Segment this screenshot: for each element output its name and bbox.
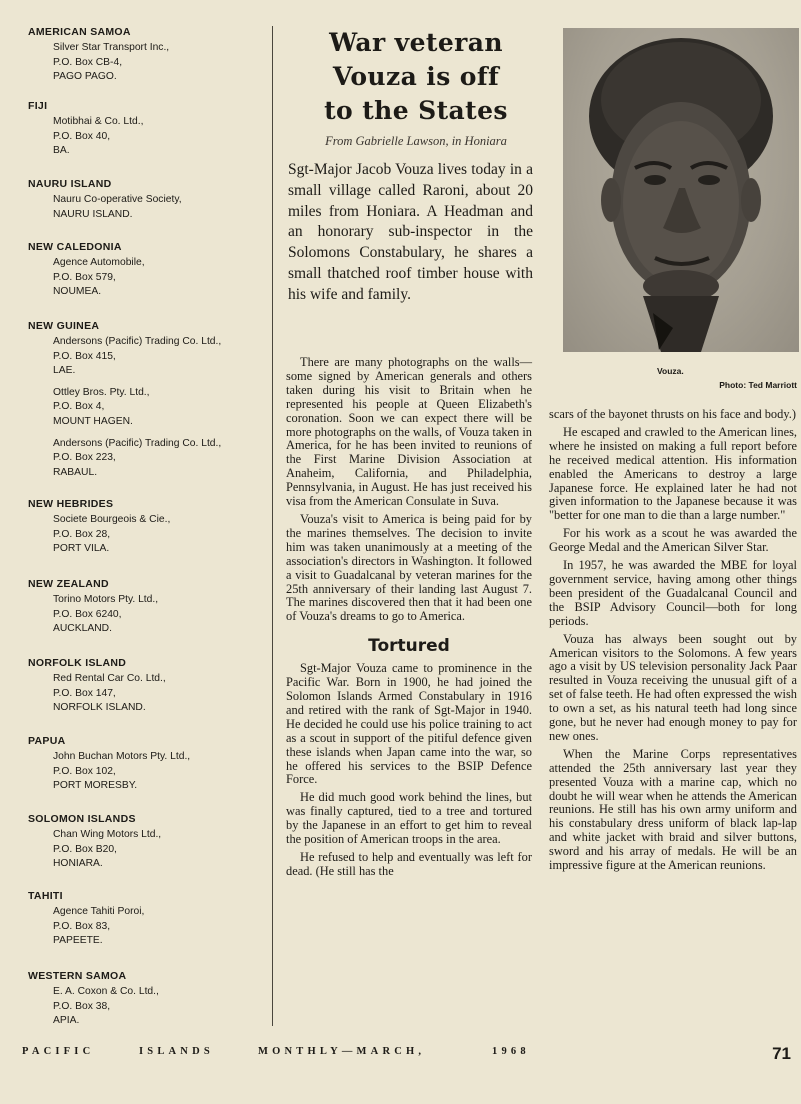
article-headline (282, 26, 550, 128)
agency-group (24, 735, 268, 794)
address-line: Torino Motors Pty. Ltd., (53, 594, 159, 605)
article-body-middle (286, 356, 532, 883)
headline-line: to the States (324, 96, 508, 125)
address-line: LAE. (53, 365, 76, 377)
agency-entry (53, 193, 268, 222)
agency-entry (53, 115, 268, 159)
address-line: NAURU ISLAND. (53, 208, 133, 220)
agency-entry (53, 905, 268, 949)
agency-group (24, 26, 268, 85)
address-line: Motibhai & Co. Ltd., (53, 116, 144, 127)
footer-publication-word: ISLANDS (139, 1046, 214, 1057)
address-line: P.O. Box 28, (53, 528, 111, 540)
article-paragraph: scars of the bayonet thrusts on his face and body.) (549, 407, 796, 421)
footer-year: 1968 (492, 1046, 530, 1057)
address-line: P.O. Box CB-4, (53, 56, 123, 68)
address-line: RABAUL. (53, 466, 98, 478)
address-line: Societe Bourgeois & Cie., (53, 514, 171, 525)
country-heading: PAPUA (28, 735, 66, 747)
address-line: P.O. Box 415, (53, 350, 116, 362)
agency-group (24, 578, 268, 637)
country-heading: NEW HEBRIDES (28, 498, 114, 510)
agency-entry (53, 437, 268, 481)
agency-entry (53, 41, 268, 85)
article-body-right (549, 408, 797, 877)
country-heading: TAHITI (28, 890, 63, 902)
address-line: P.O. Box 223, (53, 452, 116, 464)
address-line: P.O. Box 102, (53, 765, 116, 777)
address-line: Nauru Co-operative Society, (53, 194, 182, 205)
address-line: P.O. Box 4, (53, 401, 105, 413)
address-line: Andersons (Pacific) Trading Co. Ltd., (53, 336, 222, 347)
agency-group (24, 813, 268, 872)
article-paragraph: Vouza's visit to America is being paid for by the marines themselves. The decision to invite him was taken unanimously at a meeting of the association's directors in Washington. It followed a visit to Guadalcanal by veteran marines for the 25th anniversary of their landing last August 7. The marines discovered then that it had been one of Vouza's dreams to go to America. (286, 511, 532, 624)
agency-directory (0, 0, 268, 1040)
address-line: MOUNT HAGEN. (53, 415, 133, 427)
address-line: E. A. Coxon & Co. Ltd., (53, 986, 159, 997)
photo-credit: Photo: Ted Marriott (719, 380, 797, 390)
agency-group (24, 100, 268, 159)
address-line: John Buchan Motors Pty. Ltd., (53, 751, 191, 762)
country-heading: NAURU ISLAND (28, 178, 112, 190)
agency-group (24, 498, 268, 557)
column-divider (272, 26, 273, 1026)
address-line: NOUMEA. (53, 286, 102, 298)
article-intro: Sgt-Major Jacob Vouza lives today in a small village called Raroni, about 20 miles from Honiara. A Headman and an honorary sub-inspector in the Solomons Constabulary, he shares a small thatched roof timber house with his wife and family. (288, 161, 533, 303)
country-heading: NEW ZEALAND (28, 578, 109, 590)
photo-caption: Vouza. (657, 366, 684, 376)
address-line: Agence Automobile, (53, 257, 145, 268)
article-byline: From Gabrielle Lawson, in Honiara (325, 134, 507, 148)
agency-entry (53, 335, 268, 379)
country-heading: FIJI (28, 100, 48, 112)
portrait-illustration (563, 28, 799, 352)
article-paragraph: He escaped and crawled to the American lines, where he insisted on making a full report before he received medical attention. His information enabled the Americans to destroy a large Japanese force. He explained later he had not given information to the Japanese because it was "better for one man to die than a large number." (549, 424, 797, 523)
article-paragraph: Vouza has always been sought out by American visitors to the Solomons. A few years ago a visit by US television personality Jack Paar resulted in Vouza receiving the unusual gift of a set of false teeth. He had often expressed the wish to own a set, as his natural teeth had long since gone, but he never had enough money to pay for new ones. (549, 631, 797, 743)
address-line: P.O. Box 40, (53, 130, 111, 142)
agency-entry (53, 256, 268, 300)
article-paragraph: He refused to help and eventually was left for dead. (He still has the (286, 850, 532, 878)
country-heading: NEW GUINEA (28, 320, 100, 332)
page-footer (22, 1046, 782, 1068)
address-line: PORT VILA. (53, 543, 110, 555)
address-line: APIA. (53, 1015, 80, 1027)
headline-line: War veteran (329, 28, 503, 57)
address-line: HONIARA. (53, 858, 103, 870)
agency-group (24, 241, 268, 300)
agency-entry (53, 985, 268, 1029)
country-heading: AMERICAN SAMOA (28, 26, 131, 38)
page-number: 71 (772, 1044, 791, 1063)
agency-entry (53, 386, 268, 430)
country-heading: WESTERN SAMOA (28, 970, 127, 982)
article-paragraph: There are many photographs on the walls—some signed by American generals and others taken during his visit to Britain when he represented his people at Queen Elizabeth's coronation. Soon we can expect there will be more photographs on the walls, of Vouza taken in America, for he has been invited to reunions of the First Marine Division Association at Anaheim, California, and Philadelphia, Pennsylvania, in August. He has just received his visa from the American Consulate in Suva. (286, 355, 532, 509)
headline-line: Vouza is off (332, 62, 500, 91)
article-paragraph: For his work as a scout he was awarded the George Medal and the American Silver Star. (549, 526, 797, 555)
agency-group (24, 320, 268, 480)
country-heading: SOLOMON ISLANDS (28, 813, 136, 825)
address-line: P.O. Box 83, (53, 920, 111, 932)
address-line: P.O. Box 147, (53, 687, 116, 699)
address-line: Agence Tahiti Poroi, (53, 906, 145, 917)
address-line: BA. (53, 145, 70, 157)
address-line: PAGO PAGO. (53, 71, 117, 83)
address-line: P.O. Box 38, (53, 1000, 111, 1012)
address-line: P.O. Box B20, (53, 843, 117, 855)
article-paragraph: Sgt-Major Vouza came to prominence in the Pacific War. Born in 1900, he had joined the Solomon Islands Armed Constabulary in 1916 and retired with the rank of Sgt-Major in 1940. He decided he could use his police training to act as a scout in support of the pitiful defence given these islands when Japan came into the war, so he offered his services to the BSIP Defence Force. (286, 661, 532, 787)
vouza-portrait-photo (563, 28, 799, 352)
address-line: PAPEETE. (53, 935, 103, 947)
article-paragraph: He did much good work behind the lines, but was finally captured, tied to a tree and tortured by the Japanese in an effort to get him to reveal the position of American troops in the area. (286, 790, 532, 847)
agency-group (24, 178, 268, 222)
country-heading: NORFOLK ISLAND (28, 657, 127, 669)
address-line: Andersons (Pacific) Trading Co. Ltd., (53, 437, 222, 449)
address-line: PORT MORESBY. (53, 780, 138, 792)
photo-caption-block (563, 364, 799, 392)
agency-entry (53, 672, 268, 716)
address-line: NORFOLK ISLAND. (53, 702, 146, 714)
address-line: Chan Wing Motors Ltd., (53, 829, 162, 840)
agency-entry (53, 593, 268, 637)
agency-entry (53, 513, 268, 557)
article-paragraph: When the Marine Corps representatives attended the 25th anniversary last year they presented Vouza with a marine cap, which no doubt he will wear when he attends the American reunions. He still has his own army uniform and his constabulary dress uniform of black lap-lap and white jacket with braid and silver buttons, sword and his array of medals. He will be an impressive figure at the American reunions. (549, 746, 797, 873)
country-heading: NEW CALEDONIA (28, 241, 122, 253)
address-line: Red Rental Car Co. Ltd., (53, 673, 166, 684)
address-line: P.O. Box 6240, (53, 608, 122, 620)
agency-group (24, 657, 268, 716)
agency-group (24, 890, 268, 949)
agency-group (24, 970, 268, 1029)
address-line: P.O. Box 579, (53, 271, 116, 283)
footer-issue: MONTHLY—MARCH, (258, 1046, 426, 1057)
article-subhead: Tortured (368, 636, 450, 657)
agency-entry (53, 750, 268, 794)
footer-publication-word: PACIFIC (22, 1046, 95, 1057)
agency-entry (53, 828, 268, 872)
address-line: AUCKLAND. (53, 623, 112, 635)
article-paragraph: In 1957, he was awarded the MBE for loyal government service, having among other things been president of the Guadalcanal Council and the BSIP Advisory Council—both for long periods. (549, 558, 797, 628)
address-line: Ottley Bros. Pty. Ltd., (53, 386, 150, 398)
address-line: Silver Star Transport Inc., (53, 42, 170, 53)
